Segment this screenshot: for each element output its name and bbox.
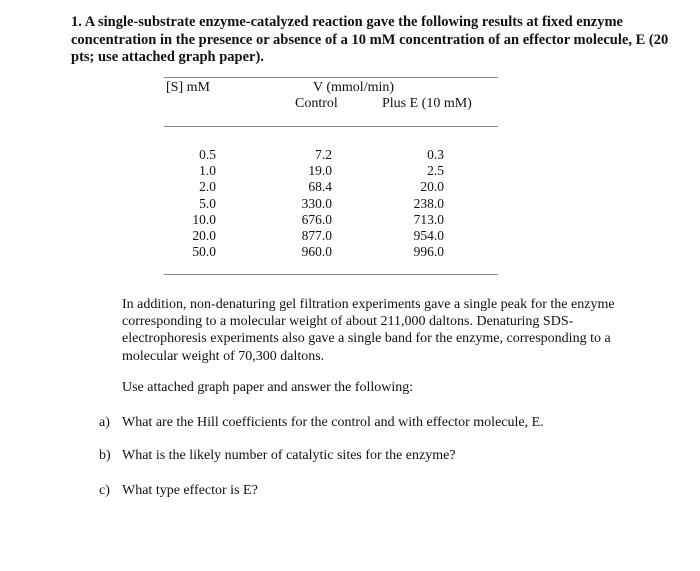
control-header: Control (295, 96, 338, 111)
table-bottom-rule (164, 274, 498, 275)
question-text: What is the likely number of catalytic sites for the enzyme? (122, 448, 456, 463)
table-cell: 0.3 (427, 147, 444, 162)
table-cell: 238.0 (413, 195, 444, 211)
instruction-paragraph: Use attached graph paper and answer the following: (122, 380, 414, 395)
table-cell: 50.0 (192, 244, 216, 260)
table-cell: 996.0 (413, 244, 444, 260)
table-top-rule (164, 77, 498, 78)
table-cell: 960.0 (301, 244, 332, 260)
table-cell: 330.0 (301, 195, 332, 211)
molecular-weight-paragraph: In addition, non-denaturing gel filtration experiments gave a single peak for the enzyme corresponding to a molecular weight of about 211,000 daltons. Denaturing SDS-electrophoresis experiments also gave a single band for the enzyme, corresponding to a molecular weight of 70,300 daltons. (122, 297, 615, 364)
question-label: c) (99, 483, 110, 498)
table-cell: 20.0 (192, 228, 216, 244)
question-label: b) (99, 448, 111, 463)
table-cell: 877.0 (301, 228, 332, 244)
table-cell: 19.0 (308, 163, 332, 179)
table-cell: 676.0 (301, 211, 332, 227)
question-b (99, 447, 456, 464)
substrate-header: [S] mM (166, 80, 210, 95)
problem-statement: 1. A single-substrate enzyme-catalyzed reaction gave the following results at fixed enzyme concentration in the presence or absence of a 10 mM concentration of an effector molecule, E (20 pts; use attached graph paper). (71, 14, 669, 65)
table-cell: 5.0 (199, 195, 216, 211)
plus-e-column (408, 147, 444, 260)
table-header-rule (164, 126, 498, 127)
table-cell: 68.4 (308, 179, 332, 195)
table-cell: 2.0 (199, 179, 216, 195)
question-a (99, 414, 544, 431)
table-cell: 20.0 (420, 179, 444, 195)
table-cell: 7.2 (315, 147, 332, 162)
question-text: What are the Hill coefficients for the control and with effector molecule, E. (122, 415, 544, 430)
control-column (296, 147, 332, 260)
table-cell: 713.0 (413, 211, 444, 227)
table-cell: 10.0 (192, 211, 216, 227)
velocity-header: V (mmol/min) (313, 80, 395, 95)
question-text: What type effector is E? (122, 483, 258, 498)
table-cell: 0.5 (199, 147, 216, 162)
table-cell: 2.5 (427, 163, 444, 179)
substrate-column (186, 147, 216, 260)
question-c (99, 482, 258, 499)
table-cell: 954.0 (413, 228, 444, 244)
question-label: a) (99, 415, 110, 430)
table-cell: 1.0 (199, 163, 216, 179)
plus-e-header: Plus E (10 mM) (382, 96, 472, 111)
